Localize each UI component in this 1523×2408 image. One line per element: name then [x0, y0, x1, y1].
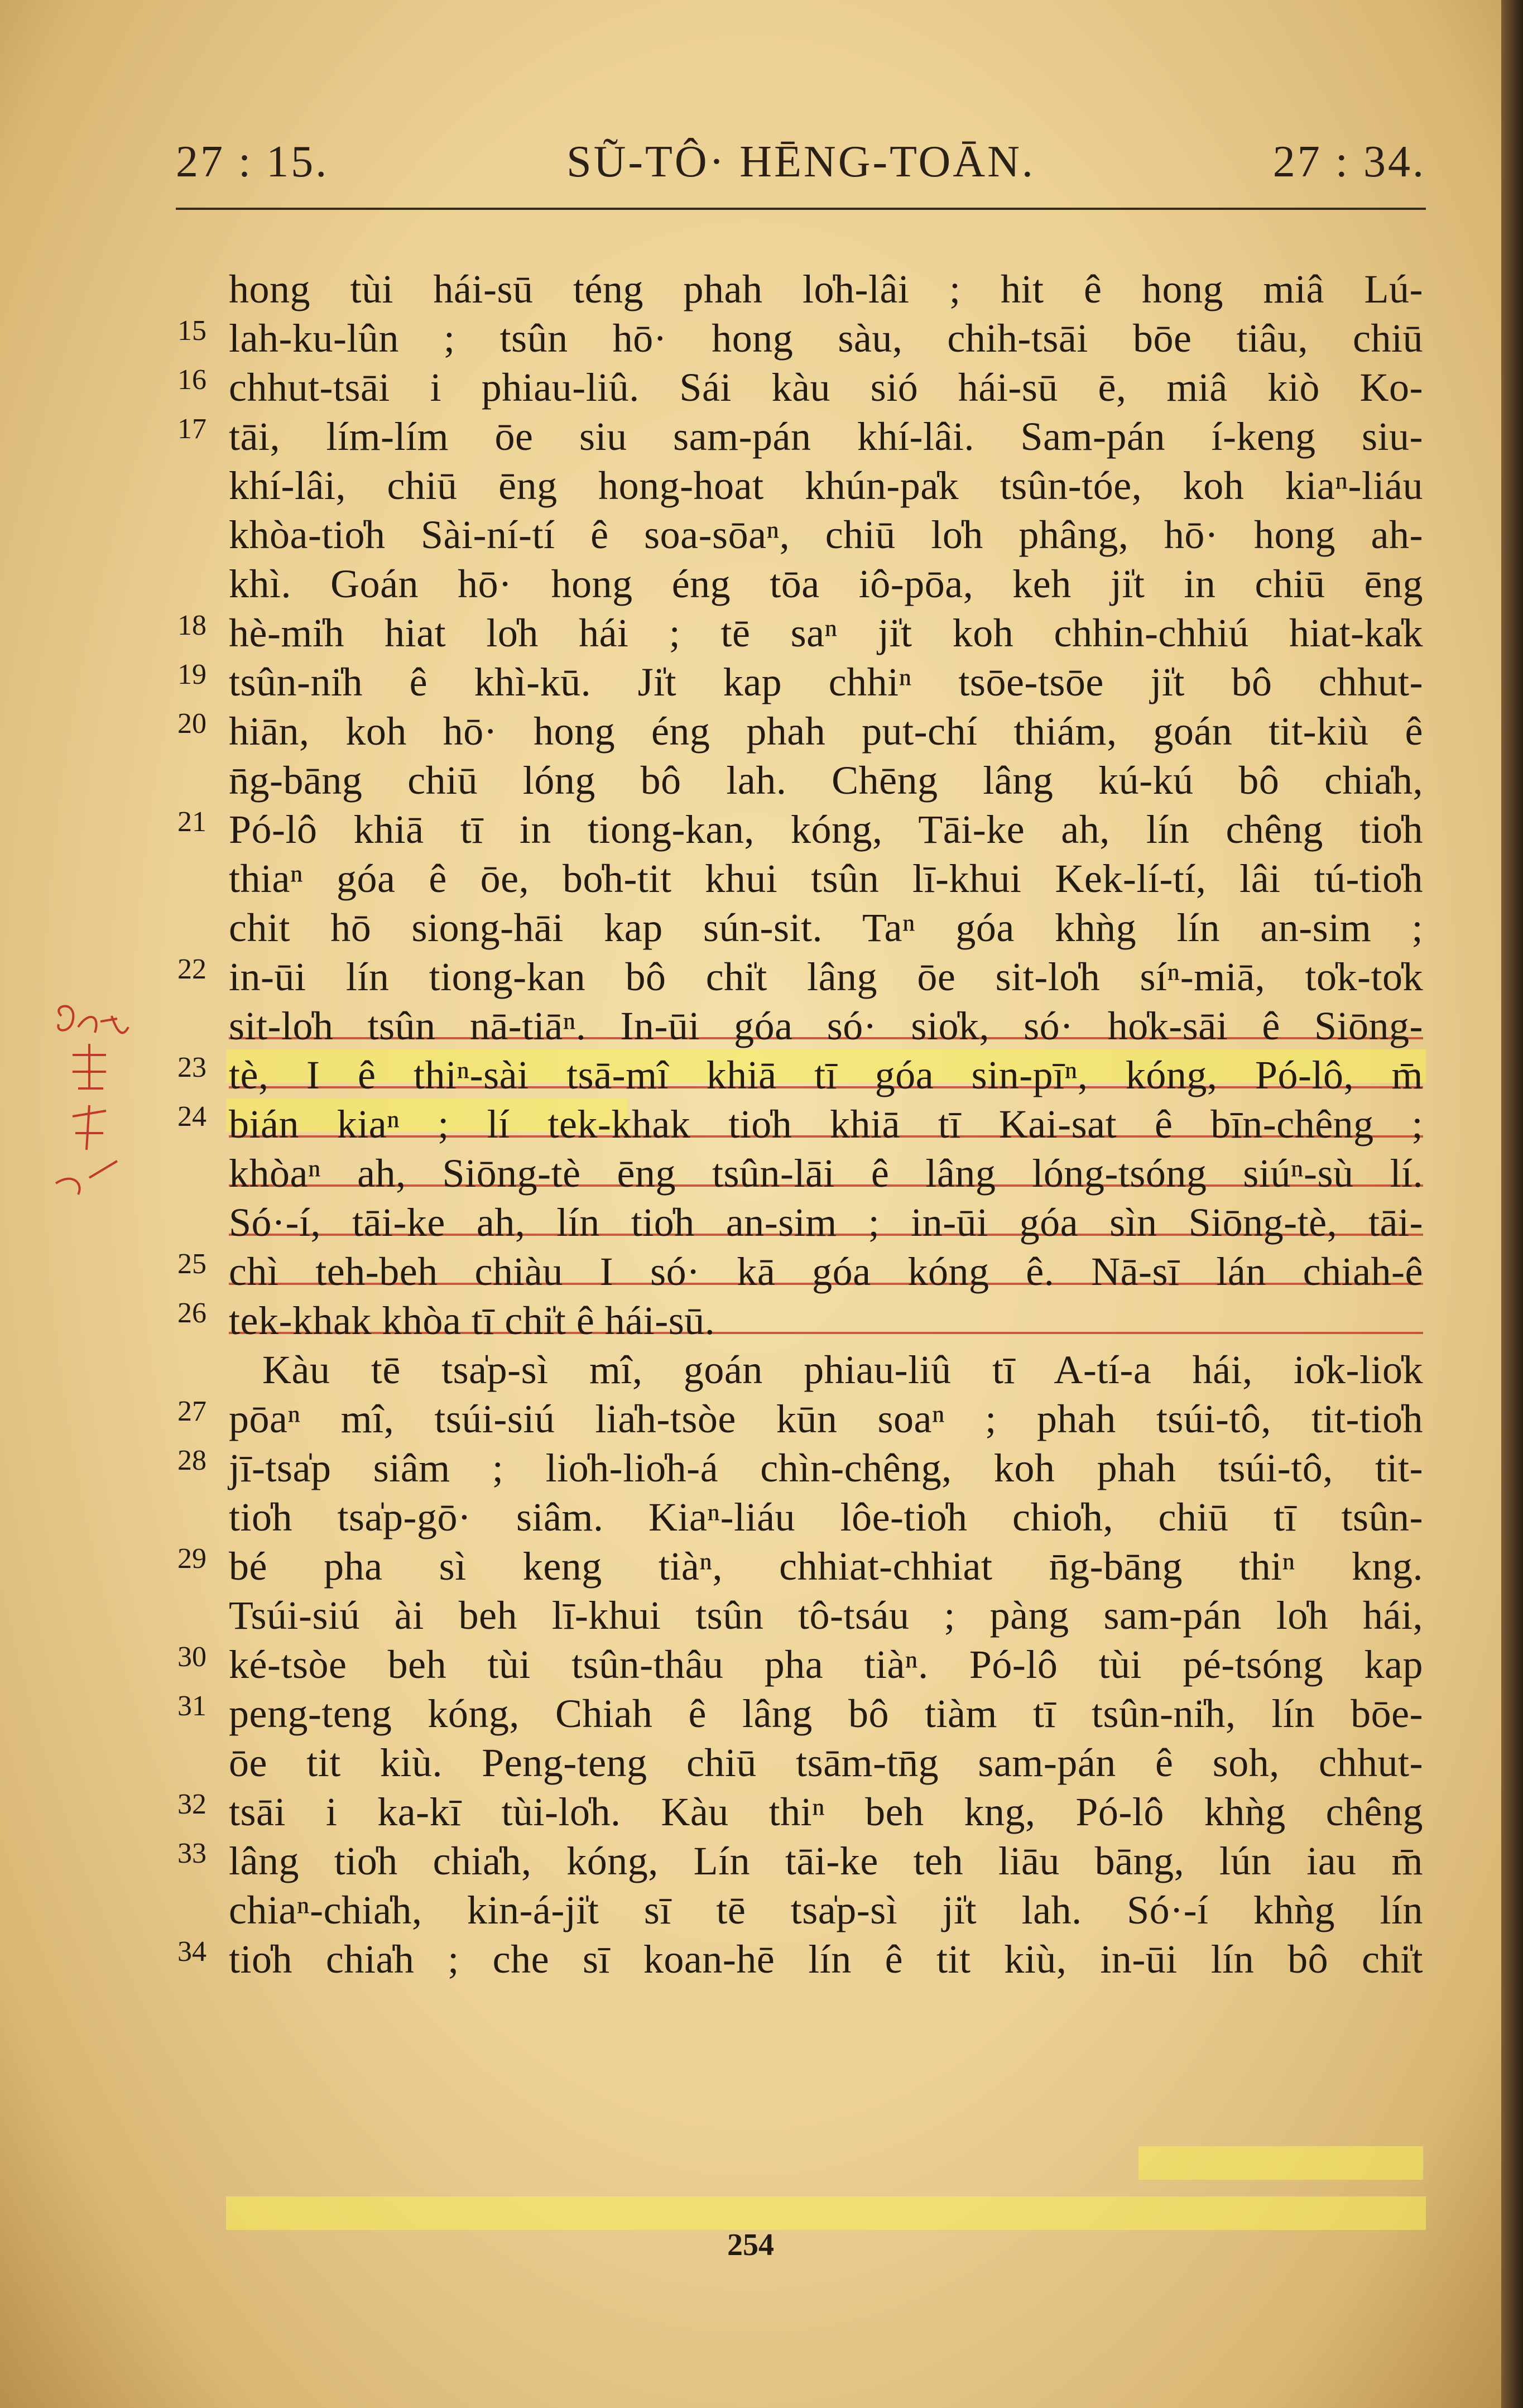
verse-number: 33	[177, 1838, 206, 1869]
verse-number: 25	[177, 1248, 206, 1280]
header-chapter-start: 27 : 15.	[176, 137, 329, 186]
text-line: hè-mi̍h hiat lo̍h hái ; tē saⁿ ji̍t koh chhin-chhiú hiat-ka̍k	[229, 611, 1423, 655]
text-line: n̄g-bāng chiū lóng bô lah. Chēng lâng kú-kú bô chia̍h,	[229, 758, 1423, 803]
text-line: khòa-tio̍h Sài-ní-tí ê soa-sōaⁿ, chiū lo̍h phâng, hō· hong ah-	[229, 512, 1423, 557]
text-line: lâng tio̍h chia̍h, kóng, Lín tāi-ke teh liāu bāng, lún iau m̄	[229, 1839, 1423, 1883]
running-header	[176, 137, 1426, 198]
text-line: tio̍h tsa̍p-gō· siâm. Kiaⁿ-liáu lôe-tio̍h chio̍h, chiū tī tsûn-	[229, 1495, 1423, 1539]
text-line: tsāi i ka-kī tùi-lo̍h. Kàu thiⁿ beh kng, Pó-lô khǹg chêng	[229, 1790, 1423, 1834]
verse-number: 17	[177, 413, 206, 445]
text-line: tè, I ê thiⁿ-sài tsā-mî khiā tī góa sin-pīⁿ, kóng, Pó-lô, m̄	[229, 1053, 1423, 1097]
verse-number: 34	[177, 1936, 206, 1968]
text-line: khòaⁿ ah, Siōng-tè ēng tsûn-lāi ê lâng lóng-tsóng siúⁿ-sù lí.	[229, 1151, 1423, 1196]
verse-number: 18	[177, 610, 206, 641]
verse-number: 19	[177, 659, 206, 690]
text-line: bián kiaⁿ ; lí tek-khak tio̍h khiā tī Kai-sat ê bīn-chêng ;	[229, 1102, 1423, 1147]
text-line: Só·-í, tāi-ke ah, lín tio̍h an-sim ; in-ūi góa sìn Siōng-tè, tāi-	[229, 1200, 1423, 1245]
verse-number: 22	[177, 953, 206, 985]
text-line: Tsúi-siú ài beh lī-khui tsûn tô-tsáu ; pàng sam-pán lo̍h hái,	[229, 1593, 1423, 1638]
text-line: Pó-lô khiā tī in tiong-kan, kóng, Tāi-ke ah, lín chêng tio̍h	[229, 807, 1423, 852]
text-line: pōaⁿ mî, tsúi-siú lia̍h-tsòe kūn soaⁿ ; phah tsúi-tô, tit-tio̍h	[229, 1397, 1423, 1441]
text-line: tāi, lím-lím ōe siu sam-pán khí-lâi. Sam-pán í-keng siu-	[229, 414, 1423, 459]
header-rule	[176, 208, 1426, 210]
text-line: tek-khak khòa tī chi̍t ê hái-sū.	[229, 1298, 715, 1343]
verse-number: 15	[177, 315, 206, 347]
text-line: peng-teng kóng, Chiah ê lâng bô tiàm tī tsûn-ni̍h, lín bōe-	[229, 1691, 1423, 1736]
text-line: tio̍h chia̍h ; che sī koan-hē lín ê tit kiù, in-ūi lín bô chi̍t	[229, 1937, 1423, 1982]
text-line: hiān, koh hō· hong éng phah put-chí thiám, goán tit-kiù ê	[229, 709, 1423, 754]
verse-number: 32	[177, 1788, 206, 1820]
verse-number: 20	[177, 708, 206, 740]
header-title: SŨ-TÔ· HĒNG-TOĀN.	[566, 137, 1035, 186]
handwritten-margin-note	[39, 994, 184, 1206]
verse-number: 28	[177, 1445, 206, 1476]
page-number: 254	[727, 2228, 774, 2262]
text-line: thiaⁿ góa ê ōe, bo̍h-tit khui tsûn lī-khui Kek-lí-tí, lâi tú-tio̍h	[229, 856, 1423, 901]
verse-number: 24	[177, 1101, 206, 1133]
text-line: in-ūi lín tiong-kan bô chi̍t lâng ōe sit-lo̍h síⁿ-miā, to̍k-to̍k	[229, 954, 1423, 999]
text-line: lah-ku-lûn ; tsûn hō· hong sàu, chih-tsāi bōe tiâu, chiū	[229, 316, 1423, 361]
text-line: jī-tsa̍p siâm ; lio̍h-lio̍h-á chìn-chêng, koh phah tsúi-tô, tit-	[229, 1446, 1423, 1490]
text-line: Kàu tē tsa̍p-sì mî, goán phiau-liû tī A-tí-a hái, io̍k-lio̍k	[262, 1347, 1423, 1392]
verse-number: 23	[177, 1052, 206, 1083]
verse-number: 29	[177, 1543, 206, 1575]
text-line: ōe tit kiù. Peng-teng chiū tsām-tn̄g sam-pán ê soh, chhut-	[229, 1740, 1423, 1785]
verse-number: 27	[177, 1395, 206, 1427]
text-line: bé pha sì keng tiàⁿ, chhiat-chhiat n̄g-bāng thiⁿ kng.	[229, 1544, 1423, 1589]
text-line: chiaⁿ-chia̍h, kin-á-ji̍t sī tē tsa̍p-sì ji̍t lah. Só·-í khǹg lín	[229, 1888, 1423, 1932]
text-line: sit-lo̍h tsûn nā-tiāⁿ. In-ūi góa só· sio̍k, só· ho̍k-sāi ê Siōng-	[229, 1004, 1423, 1048]
verse-number: 21	[177, 806, 206, 838]
text-line: khì. Goán hō· hong éng tōa iô-pōa, keh ji̍t in chiū ēng	[229, 562, 1423, 606]
text-line: hong tùi hái-sū téng phah lo̍h-lâi ; hit ê hong miâ Lú-	[229, 267, 1423, 311]
text-line: khí-lâi, chiū ēng hong-hoat khún-pa̍k tsûn-tóe, koh kiaⁿ-liáu	[229, 463, 1423, 508]
verse-number: 26	[177, 1297, 206, 1329]
verse-number: 16	[177, 364, 206, 396]
header-chapter-end: 27 : 34.	[1272, 137, 1426, 186]
book-edge	[1501, 0, 1523, 2408]
verse-number: 31	[177, 1690, 206, 1722]
highlight-line	[1138, 2146, 1423, 2180]
text-line: chì teh-beh chiàu I só· kā góa kóng ê. Nā-sī lán chiah-ê	[229, 1249, 1423, 1294]
text-line: chit hō siong-hāi kap sún-sit. Taⁿ góa khǹg lín an-sim ;	[229, 905, 1423, 950]
text-line: ké-tsòe beh tùi tsûn-thâu pha tiàⁿ. Pó-lô tùi pé-tsóng kap	[229, 1642, 1423, 1687]
text-line: chhut-tsāi i phiau-liû. Sái kàu sió hái-sū ē, miâ kiò Ko-	[229, 365, 1423, 410]
verse-number: 30	[177, 1641, 206, 1673]
highlight-line	[226, 2196, 1426, 2230]
text-line: tsûn-ni̍h ê khì-kū. Ji̍t kap chhiⁿ tsōe-tsōe ji̍t bô chhut-	[229, 660, 1423, 704]
